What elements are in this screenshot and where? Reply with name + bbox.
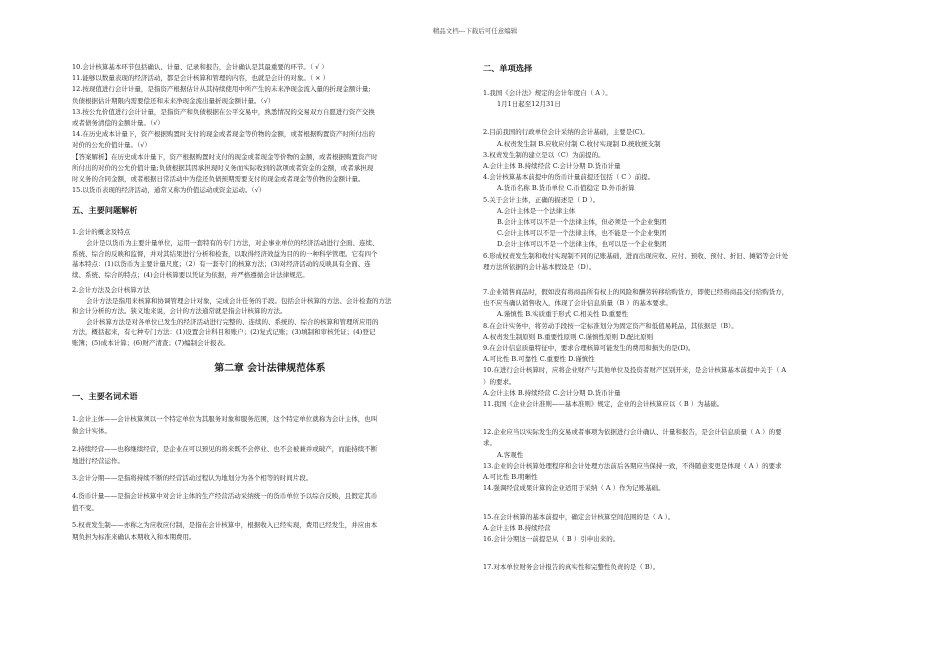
body-line: 会计核算方法是对各单位已发生的经济活动进行完整的、连续的、系统的、综合的核算和管理所应用的 [86, 317, 379, 326]
subheading: 1.会计的概念及特点 [72, 228, 131, 237]
term-line: 期负担为标准来确认本期收入和本期费用。 [72, 533, 196, 542]
term-line: 做会计实体。 [72, 427, 111, 436]
left-column [72, 62, 468, 544]
option-line: A.会计主体是一个法律主体 [497, 206, 576, 215]
question-line: 10.在进行会计核算时，应将企业财产与其他单位及投资者财产区别开来，是会计核算基本前提中关于（ A [483, 366, 787, 375]
text-line: 11.能够以数量表现的经济活动，都是会计核算和管理的内容，也就是会计的对象。（ × ） [72, 74, 330, 83]
question-line: ）的要求。 [483, 377, 516, 386]
question-line: 也不应当确认销售收入，体现了会计信息质量（B ）的基本要求。 [483, 299, 672, 308]
body-line: 会计方法是指用来核算和协调管理会计对象，完成会计任务的手段。包括会计核算的方法、会计检查的方法 [86, 297, 392, 306]
text-line: 12.按现值进行会计计量，是指资产根据估计从其持续使用中所产生的未来净现金流入量的折现金额计量; [72, 85, 371, 94]
text-line: 14.在历史成本计量下，资产根据购置时支付的现金或者现金等价物的金额，或者根据购置资产时所付出的 [72, 130, 375, 139]
page-watermark: 精品文档---下载后可任意编辑 [432, 27, 518, 35]
term-line: 2.持续经营——也称继续经营，是企业在可以预见的将来既不会停业、也不会被兼并或破产，而能持续不断 [72, 444, 378, 453]
question-line: 2.目前我国的行政单位会计采纳的会计基础，主要是(C)。 [483, 128, 649, 137]
term-line: 值不变。 [72, 503, 98, 512]
section-heading: 一、主要名词术语 [72, 391, 138, 402]
text-line: 13.按公允价值进行会计计量，是指资产和负债根据在公平交易中，熟悉情况的交易双方自愿进行资产交换 [72, 107, 375, 116]
term-line: 4.货币计量——是指会计核算中对会计主体的生产经营活动采纳统一的货币单位予以综合反映，且假定其币 [72, 491, 378, 500]
question-line: 1.我国《会计法》规定的会计年度自（ A ）。 [483, 89, 612, 97]
question-line: 求。 [483, 439, 496, 448]
answer-analysis: 【答案解析】在历史成本计量下，资产根据购置时支付的现金或者现金等价物的金额，或者根据购置资产时 [72, 152, 378, 161]
question-line: 理方法所依据的会计基本假设是（D）。 [483, 262, 596, 271]
option-line: C.会计主体可以不是一个法律主体，也不能是一个企业集团 [497, 229, 667, 238]
body-line: 和会计分析的方法。狭义地来说，会计的方法通常就是指会计核算的方法。 [72, 307, 287, 316]
text-line: 或者债务清偿的金额计量。（√） [72, 119, 164, 128]
question-line: 16.会计分期这一前提是从（ B ）引申出来的。 [483, 534, 620, 543]
option-line: A.会计主体 B.持续经营 C.会计分期 D.货币计量 [483, 388, 621, 397]
option-line: A.权责发生制原则 B.重要性原则 C.谨慎性原则 D.配比原则 [483, 332, 654, 341]
question-line: 7.企业销售商品时，假如没有将商品所有权上的风险和酬劳转移给购货方，即使已经将商品交付给购货方， [483, 288, 789, 297]
question-line: 3.权责发生制的建立是以（C）为前提的。 [483, 150, 605, 159]
option-line: A.可比性 B.可靠性 C.重要性 D.谨慎性 [483, 355, 595, 364]
option-line: A.会计主体 B.持续经营 C.会计分期 D.货币计量 [483, 162, 621, 171]
section-heading: 五、主要问题解析 [72, 205, 138, 216]
question-line: 4.会计核算基本前提中的货币计量前提还包括（ C ）前提。 [483, 173, 655, 182]
question-line: 5.关于会计主体，正确的描述是（ D ）。 [483, 195, 600, 204]
answer-line: A.客观性 [497, 450, 524, 459]
question-line: 13.企业的会计核算处理程序和会计处理方法前后各期应当保持一致，不得随意变更是体现（ A ）的要求 [483, 461, 782, 470]
option-line: A.会计主体 B.持续经营 [483, 523, 551, 532]
question-line: 12.企业应当以实际发生的交易或者事项为依据进行会计确认、计量和报告，是会计信息质量（ A ）的要 [483, 428, 782, 437]
body-line: 会计是以货币为主要计量单位，运用一套特有的专门方法，对企事业单位的经济活动进行全面、连续、 [86, 239, 379, 248]
option-line: A.货币名称 B.货币单位 C.币值稳定 D.外币折算 [497, 184, 635, 193]
right-column [483, 62, 882, 573]
term-line: 3.会计分期——是指将持续不断的经营活动过程认为地划分为各个相等的时间片段。 [72, 474, 313, 483]
option-line: D.会计主体可以不是一个法律主体，也可以是一个企业集团 [497, 240, 667, 249]
text-line: 时义务的合同金额，或者根据日常活动中为偿还负债预期需要支付的现金或者现金等价物的金额计量。 [72, 175, 365, 184]
body-line: 续、系统、综合的特点；(4)会计核算要以凭证为依据，并严格遵循会计法律规范。 [72, 270, 309, 279]
section-heading: 二、单项选择 [483, 63, 533, 73]
text-line: 15.以货币表现的经济活动，通常又称为价值运动或资金运动。（√） [72, 186, 266, 195]
text-line: 所付出的对价的公允价值计量;负债根据其因承担现时义务而实际收到的款项或者资金的金额，或者承担现 [72, 163, 374, 172]
question-line: 8.在会计实务中，将劳动手段按一定标准划分为固定资产和低值易耗品，其依据是（B）。 [483, 321, 738, 330]
body-line: 账簿；(5)成本计算；(6)财产清查；(7)编制会计报表。 [72, 338, 230, 347]
question-line: 6.形成权责发生制和收付实现制不同的记账基础，进而出现应收、应付、预收、预付、折旧、摊销等会计处 [483, 251, 789, 260]
question-line: 9.在会计信息质量特征中，要求合理核算可能发生的费用和损失的是(D)。 [483, 344, 695, 353]
body-line: 基本特点：(1)以货币为主要计量尺度；（2）有一套专门的核算方法；(3)对经济活动的反映具有全面、连 [72, 260, 371, 269]
text-line: 对价的公允价值计量。（√） [72, 141, 151, 150]
question-line: 14.强调经营成果计算的企业适用于采纳（ A ）作为记账基础。 [483, 484, 665, 493]
option-line: A.权责发生制 B.应收应付制 C.收付实现制 D.统收统支制 [497, 139, 661, 148]
chapter-title: 第二章 会计法律规范体系 [214, 363, 326, 375]
option-line: B.会计主体可以不是一个法律主体，但必须是一个企业集团 [497, 218, 667, 227]
question-line: 11.我国《企业会计准则——基本准则》规定，企业的会计核算应以（ B ）为基础。 [483, 400, 724, 409]
option-line: A.谨慎性 B.实质重于形式 C.相关性 D.重要性 [497, 310, 629, 319]
body-line: 方法，概括起来，有七种专门方法：(1)设置会计科目和账户；(2)复式记账；(3)填制和审核凭证；(4)登记 [72, 328, 376, 337]
term-line: 5.权责发生制——亦称之为应收应付制，是指在会计核算中，根据收入已经实现，费用已经发生，并应由本 [72, 521, 378, 530]
term-line: 地进行经营运作。 [72, 456, 124, 465]
option-line: A.可比性 B.明晰性 [483, 473, 538, 482]
subheading: 2.会计方法及会计核算方法 [72, 286, 150, 295]
text-line: 10.会计核算基本环节包括确认、计量、记录和报告，会计确认是其最重要的环节。（ √ ） [72, 63, 328, 71]
question-line: 17.对本单位财务会计报告的真实性和完整性负责的是（ B）。 [483, 563, 660, 572]
answer-line: 1月1日起至12月31日 [497, 100, 561, 109]
body-line: 系统、综合的反映和监督，并对其结果进行分析和检查，以取得经济效益为目的的一种科学管理。它有四个 [72, 249, 378, 258]
term-line: 1.会计主体——会计核算须以一个特定单位为其服务对象和服务范围，这个特定单位就称为会计主体，也叫 [72, 415, 378, 424]
text-line: 负债根据估计期限内需要偿还和未来净现金流出量折现金额计量。（√） [72, 96, 275, 105]
question-line: 15.在会计核算的基本前提中，确定会计核算空间范围的是（ A ）。 [483, 512, 675, 521]
